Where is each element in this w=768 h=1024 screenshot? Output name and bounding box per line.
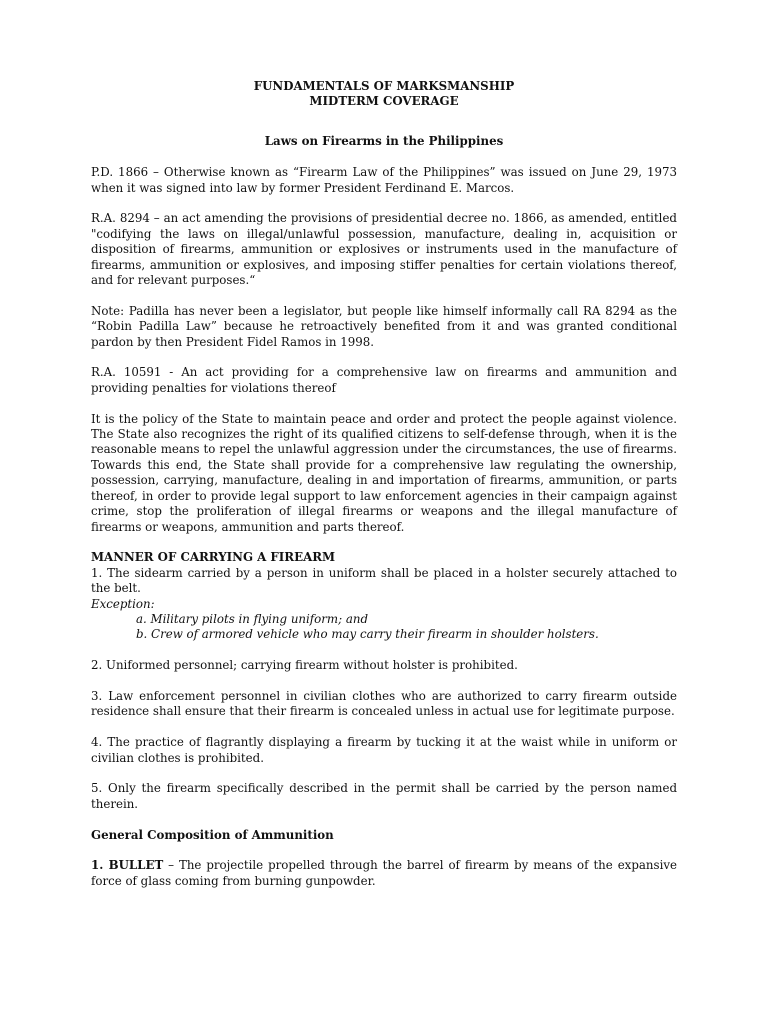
carrying-item-1: 1. The sidearm carried by a person in uniform shall be placed in a holster securely attached to the belt. xyxy=(91,565,677,596)
exception-b: b. Crew of armored vehicle who may carry their firearm in shoulder holsters. xyxy=(136,627,599,642)
bullet-paragraph xyxy=(91,858,677,889)
carrying-item-4: 4. The practice of flagrantly displaying a firearm by tucking it at the waist while in uniform or civilian clothes is prohibited. xyxy=(91,735,677,765)
carrying-section-title: MANNER OF CARRYING A FIREARM xyxy=(91,550,336,565)
ammunition-section-title: General Composition of Ammunition xyxy=(91,827,334,842)
pd1866-paragraph: P.D. 1866 – Otherwise known as “Firearm Law of the Philippines” was issued on June 29, 1973 when it was signed into law by former President Ferdinand E. Marcos. xyxy=(91,165,677,195)
exception-a: a. Military pilots in flying uniform; and xyxy=(136,611,368,626)
bullet-definition: – The projectile propelled through the barrel of firearm by means of the expansive force of glass coming from burning gunpowder. xyxy=(91,858,677,888)
laws-section-title: Laws on Firearms in the Philippines xyxy=(264,133,504,148)
ra10591-paragraph: R.A. 10591 - An act providing for a comprehensive law on firearms and ammunition and providing penalties for violations thereof xyxy=(91,365,677,395)
policy-paragraph: It is the policy of the State to maintain peace and order and protect the people against violence. The State also recognizes the right of its qualified citizens to self-defense through, when it is the reasonable means to repel the unlawful aggression under the circumstances, the use of firearms. Towards this end, the State shall provide for a comprehensive law regulating the ownership, possession, carrying, manufacture, dealing in and importation of firearms, ammunition, or parts thereof, in order to provide legal support to law enforcement agencies in their campaign against crime, stop the proliferation of illegal firearms or weapons and the illegal manufacture of firearms or weapons, ammunition and parts thereof. xyxy=(91,411,677,534)
spacer xyxy=(91,643,677,658)
carrying-item-3: 3. Law enforcement personnel in civilian clothes who are authorized to carry firearm outside residence shall ensure that their firearm is concealed unless in actual use for legitimate purpose. xyxy=(91,688,677,719)
note-paragraph: Note: Padilla has never been a legislator, but people like himself informally call RA 8294 as the “Robin Padilla Law” because he retroactively benefited from it and was granted conditional pardon by then President Fidel Ramos in 1998. xyxy=(91,303,677,349)
carrying-item-5: 5. Only the firearm specifically described in the permit shall be carried by the person named therein. xyxy=(91,781,677,811)
document-title-line1: FUNDAMENTALS OF MARKSMANSHIP xyxy=(253,79,515,93)
ra8294-paragraph: R.A. 8294 – an act amending the provisions of presidential decree no. 1866, as amended, entitled "codifying the laws on illegal/unlawful possession, manufacture, dealing in, acquisition or disposition of firearms, ammunition or explosives or instruments used in the manufacture of firearms, ammunition or explosives, and imposing stiffer penalties for certain violations thereof, and for relevant purposes.“ xyxy=(91,211,677,288)
exception-label: Exception: xyxy=(91,596,155,611)
carrying-item-2: 2. Uniformed personnel; carrying firearm without holster is prohibited. xyxy=(91,658,518,673)
document-title-line2: MIDTERM COVERAGE xyxy=(309,94,459,109)
bullet-term: 1. BULLET xyxy=(91,858,164,873)
